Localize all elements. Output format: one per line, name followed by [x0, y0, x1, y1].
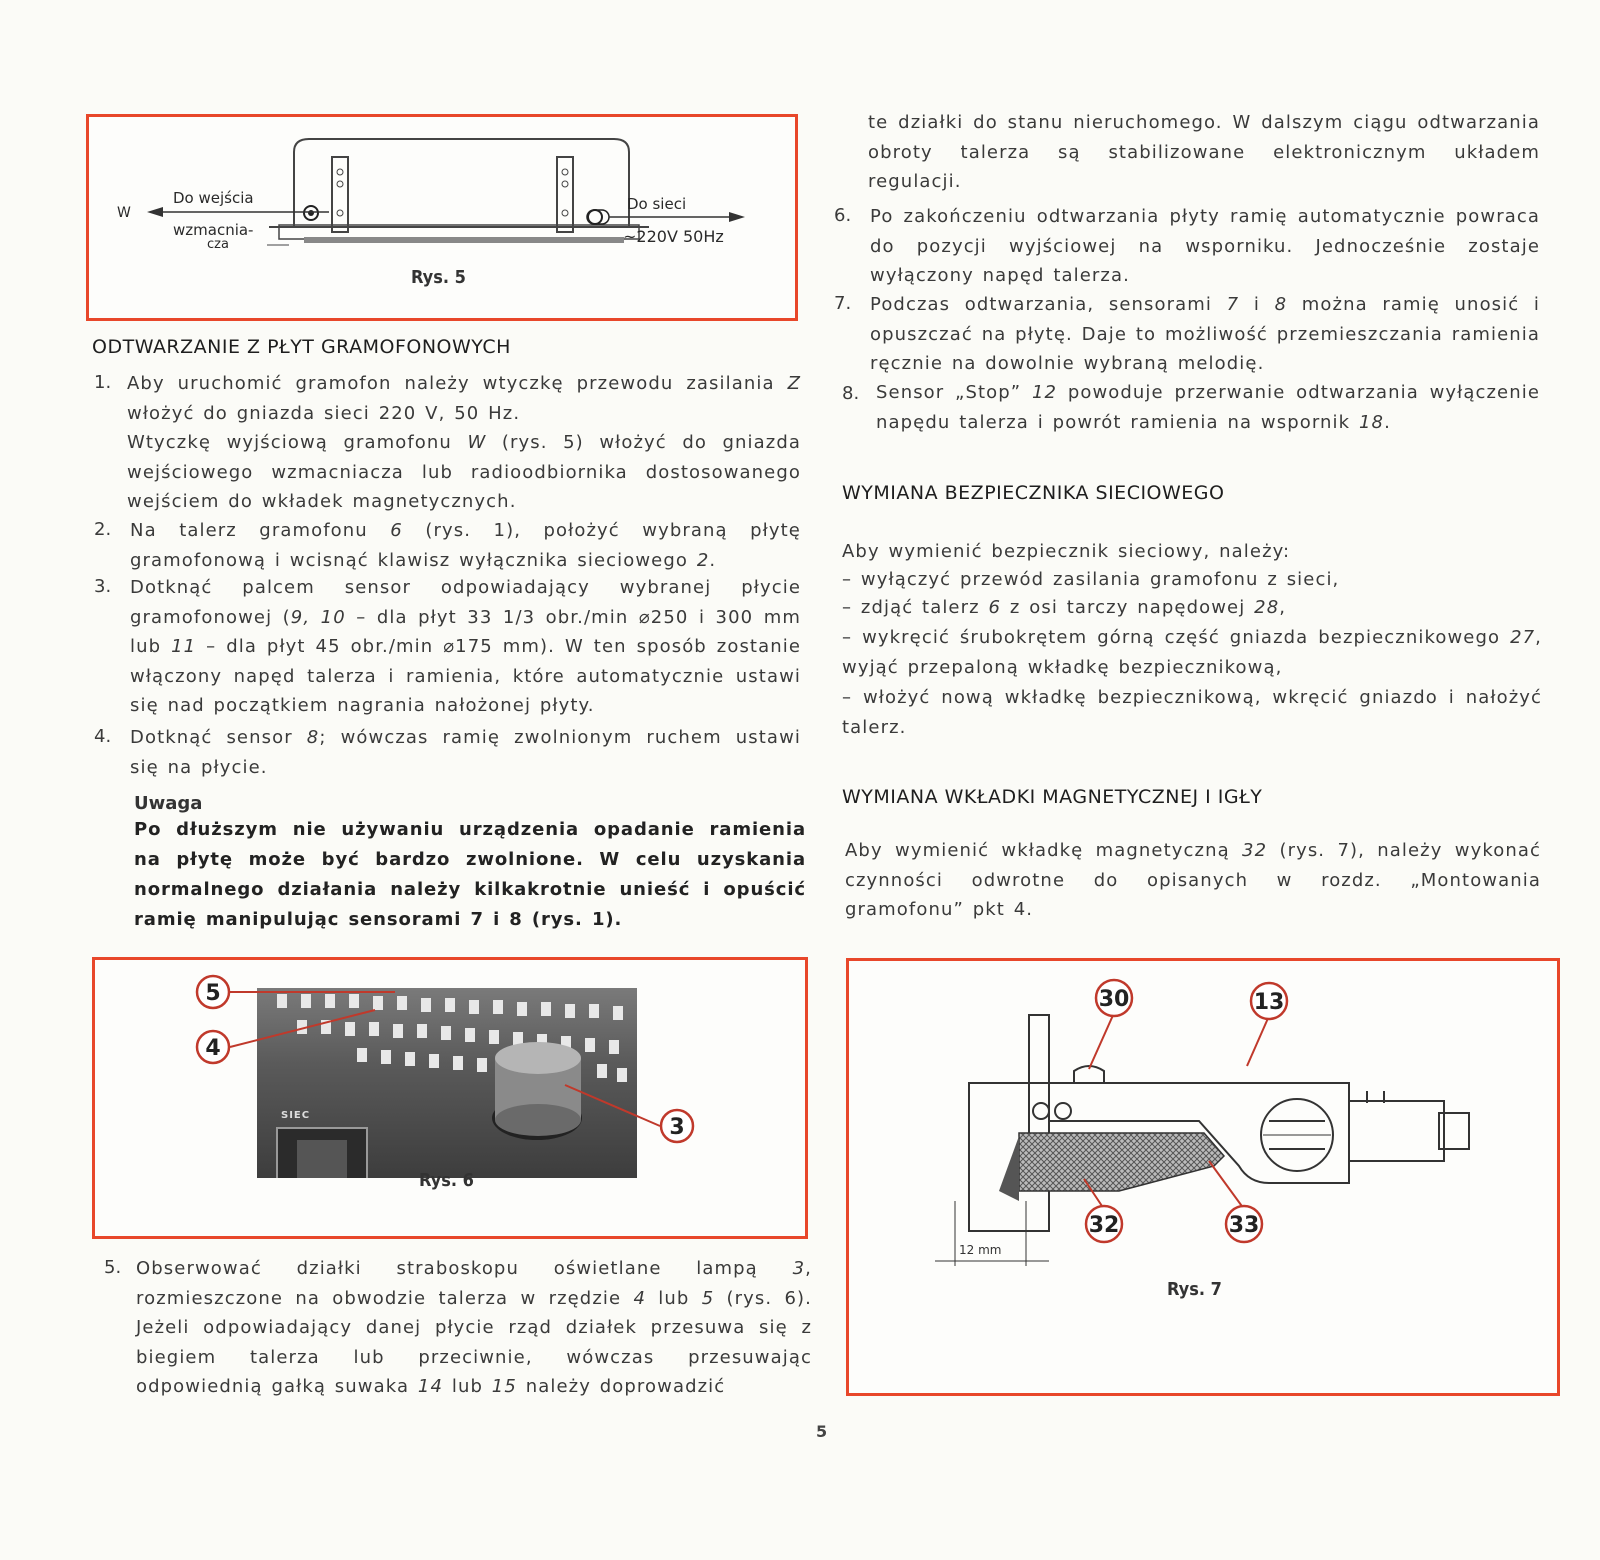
- fuse-step-3: – wykręcić śrubokrętem górną część gniazda bezpiecznikowego 27, wyjąć przepaloną wkładkę bezpiecznikową,: [842, 627, 1542, 678]
- svg-text:33: 33: [1228, 1213, 1260, 1238]
- item-3-number: 3.: [94, 576, 112, 597]
- fuse-step-2: – zdjąć talerz 6 z osi tarczy napędowej 28,: [842, 597, 1287, 618]
- caption-rys5: Rys. 5: [411, 267, 466, 288]
- item-3-text: Dotknąć palcem sensor odpowiadający wybranej płycie gramofonowej (9, 10 – dla płyt 33 1/3 obr./min ⌀250 i 300 mm lub 11 – dla płyt 45 obr./min ⌀175 mm). W ten sposób zostanie włączony napęd talerza i ramienia, które automatycznie ustawi się nad początkiem nagrania nałożonej płyty.: [130, 577, 801, 716]
- item-7-text: Podczas odtwarzania, sensorami 7 i 8 można ramię unosić i opuszczać na płytę. Daje to możliwość przemieszczania ramienia ręcznie na dowolnie wybraną melodię.: [870, 294, 1540, 374]
- item-8-number: 8.: [842, 383, 860, 404]
- item-4-text: Dotknąć sensor 8; wówczas ramię zwolnionym ruchem ustawi się na płycie.: [130, 727, 801, 778]
- caption-rys7: Rys. 7: [1167, 1279, 1222, 1300]
- fuse-step-1: – wyłączyć przewód zasilania gramofonu z sieci,: [842, 569, 1340, 590]
- item-4-number: 4.: [94, 726, 112, 747]
- caption-rys6: Rys. 6: [419, 1170, 474, 1191]
- item-6-text: Po zakończeniu odtwarzania płyty ramię automatycznie powraca do pozycji wyjściowej na wsporniku. Jednocześnie zostaje wyłączony napęd talerza.: [870, 206, 1540, 286]
- label-mains-line2: ~220V 50Hz: [623, 227, 724, 246]
- figure-rys7: [846, 958, 1560, 1396]
- item-2-text: Na talerz gramofonu 6 (rys. 1), położyć wybraną płytę gramofonową i wcisnąć klawisz wyłącznika sieciowego 2.: [130, 520, 801, 571]
- heading-cartridge: WYMIANA WKŁADKI MAGNETYCZNEJ I IGŁY: [842, 786, 1263, 808]
- headshell-diagram: [849, 961, 1557, 1393]
- item-6-number: 6.: [834, 205, 852, 226]
- svg-text:5: 5: [205, 981, 221, 1006]
- label-input-line2: wzmacnia-: [173, 221, 254, 239]
- item-1-text: Aby uruchomić gramofon należy wtyczkę przewodu zasilania Z włożyć do gniazda sieci 220 V, 50 Hz. Wtyczkę wyjściową gramofonu W (rys. 5) włożyć do gniazda wejściowego wzmacniacza lub radioodbiornika dostosowanego wejściem do wkładek magnetycznych.: [127, 373, 801, 512]
- rys6-callouts: [95, 960, 807, 1240]
- heading-playback: ODTWARZANIE Z PŁYT GRAMOFONOWYCH: [92, 336, 511, 358]
- label-w: W: [117, 205, 131, 221]
- item-2-number: 2.: [94, 519, 112, 540]
- item-5-number: 5.: [104, 1257, 122, 1278]
- svg-text:13: 13: [1253, 990, 1285, 1015]
- label-mains-line1: Do sieci: [627, 195, 687, 213]
- svg-text:32: 32: [1088, 1213, 1120, 1238]
- item-8-text: Sensor „Stop” 12 powoduje przerwanie odtwarzania wyłączenie napędu talerza i powrót ramienia na wspornik 18.: [876, 382, 1540, 433]
- fuse-intro: Aby wymienić bezpiecznik sieciowy, należy:: [842, 541, 1291, 562]
- figure-rys5: [86, 114, 798, 321]
- note-text: Po dłuższym nie używaniu urządzenia opadanie ramienia na płytę może być bardzo zwolnione. W celu uzyskania normalnego działania należy kilkakrotnie unieść i opuścić ramię manipulując sensorami 7 i 8 (rys. 1).: [134, 819, 806, 930]
- item-5-text: Obserwować działki straboskopu oświetlane lampą 3, rozmieszczone na obwodzie talerza w rzędzie 4 lub 5 (rys. 6). Jeżeli odpowiadający danej płycie rząd działek przesuwa się z biegiem talerza lub przeciwnie, wówczas przesuwając odpowiednią gałką suwaka 14 lub 15 należy doprowadzić: [136, 1258, 812, 1397]
- svg-text:3: 3: [669, 1115, 685, 1140]
- item-7-number: 7.: [834, 293, 852, 314]
- label-input-line1: Do wejścia: [173, 189, 254, 207]
- figure-rys6: [92, 957, 808, 1239]
- item-5-continuation: te działki do stanu nieruchomego. W dalszym ciągu odtwarzania obroty talerza są stabilizowane elektronicznym układem regulacji.: [868, 112, 1540, 192]
- panel-label: SIEC: [281, 1110, 311, 1121]
- cartridge-text: Aby wymienić wkładkę magnetyczną 32 (rys. 7), należy wykonać czynności odwrotne do opisanych w rozdz. „Montowania gramofonu” pkt 4.: [845, 840, 1541, 920]
- svg-text:4: 4: [205, 1036, 221, 1061]
- svg-text:30: 30: [1098, 987, 1130, 1012]
- item-1-number: 1.: [94, 372, 112, 393]
- dimension-label: 12 mm: [959, 1243, 1002, 1257]
- note-title: Uwaga: [134, 793, 203, 814]
- page-number: 5: [816, 1422, 828, 1441]
- fuse-step-4: – włożyć nową wkładkę bezpiecznikową, wkręcić gniazdo i nałożyć talerz.: [842, 687, 1542, 738]
- label-input-line3: cza: [207, 237, 229, 252]
- heading-fuse: WYMIANA BEZPIECZNIKA SIECIOWEGO: [842, 482, 1225, 504]
